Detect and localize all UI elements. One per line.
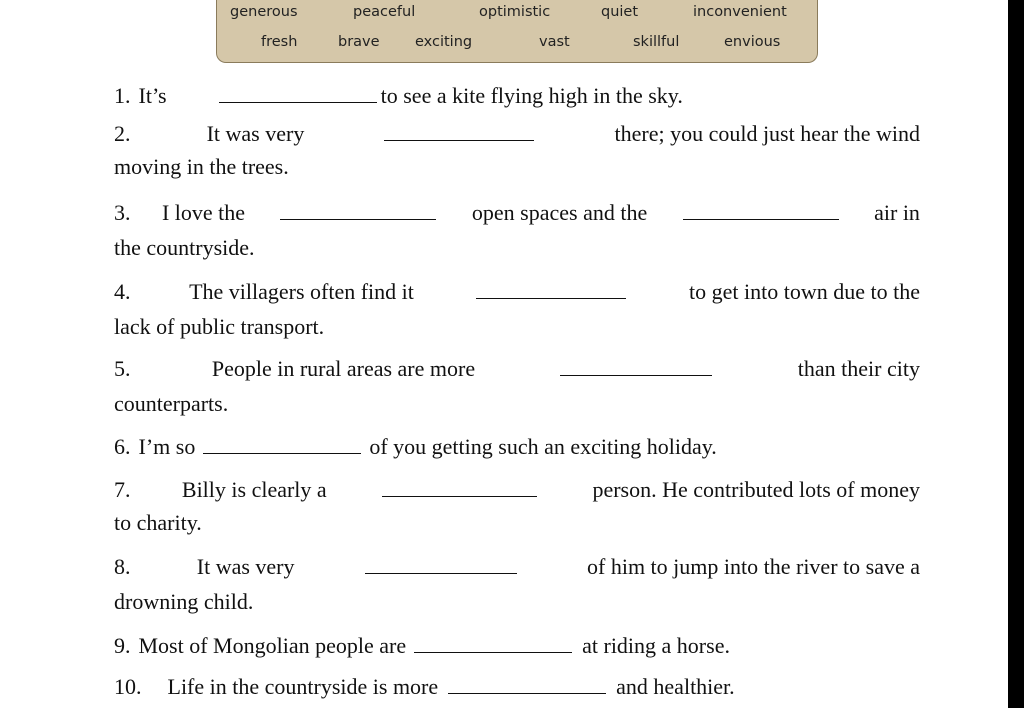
question-text: and healthier. — [616, 674, 735, 699]
question-10 — [114, 669, 920, 704]
word-envious: envious — [724, 34, 781, 50]
answer-blank[interactable] — [365, 555, 517, 574]
word-bank — [216, 0, 818, 63]
answer-blank[interactable] — [476, 280, 626, 299]
question-text: person. He contributed lots of money — [592, 477, 920, 502]
question-4 — [114, 274, 920, 344]
question-text: counterparts. — [114, 391, 229, 416]
question-8 — [114, 549, 920, 619]
answer-blank[interactable] — [414, 634, 572, 653]
question-text: open spaces and the — [471, 200, 648, 225]
question-number: 1. — [114, 83, 131, 108]
question-text: It’s — [138, 83, 167, 108]
question-number: 5. — [114, 356, 131, 381]
word-optimistic: optimistic — [479, 4, 551, 20]
answer-blank[interactable] — [384, 122, 534, 141]
question-text: I’m so — [138, 434, 196, 459]
question-3 — [114, 195, 920, 265]
question-text: I love the — [161, 200, 246, 225]
question-number: 2. — [114, 121, 131, 146]
question-6 — [114, 429, 920, 464]
question-text: It was very — [206, 121, 305, 146]
question-text: air in — [874, 200, 920, 225]
question-number: 7. — [114, 477, 131, 502]
answer-blank[interactable] — [448, 675, 606, 694]
question-number: 6. — [114, 434, 131, 459]
question-text: of him to jump into the river to save a — [587, 554, 920, 579]
question-7 — [114, 472, 920, 540]
question-text: to get into town due to the — [689, 279, 920, 304]
word-quiet: quiet — [601, 4, 639, 20]
question-text: the countryside. — [114, 235, 255, 260]
question-1 — [114, 78, 920, 113]
question-text: The villagers often find it — [189, 279, 414, 304]
question-number: 10. — [114, 674, 142, 699]
question-text: Life in the countryside is more — [167, 674, 439, 699]
question-number: 9. — [114, 633, 131, 658]
question-number: 8. — [114, 554, 131, 579]
question-text: Most of Mongolian people are — [138, 633, 407, 658]
question-text: drowning child. — [114, 589, 254, 614]
word-generous: generous — [230, 4, 298, 20]
question-text: to see a kite flying high in the sky. — [380, 83, 683, 108]
answer-blank[interactable] — [280, 201, 436, 220]
question-text: at riding a horse. — [582, 633, 730, 658]
word-inconvenient: inconvenient — [693, 4, 787, 20]
question-text: Billy is clearly a — [181, 477, 327, 502]
answer-blank[interactable] — [382, 478, 537, 497]
question-5 — [114, 351, 920, 421]
word-exciting: exciting — [415, 34, 473, 50]
question-2 — [114, 116, 920, 184]
word-skillful: skillful — [633, 34, 680, 50]
question-text: than their city — [797, 356, 920, 381]
word-peaceful: peaceful — [353, 4, 416, 20]
question-text: It was very — [196, 554, 295, 579]
answer-blank[interactable] — [203, 435, 361, 454]
word-brave: brave — [338, 34, 380, 50]
word-vast: vast — [539, 34, 570, 50]
answer-blank[interactable] — [683, 201, 839, 220]
question-text: People in rural areas are more — [211, 356, 476, 381]
question-text: of you getting such an exciting holiday. — [369, 434, 717, 459]
question-text: there; you could just hear the wind — [614, 121, 920, 146]
question-text: moving in the trees. — [114, 154, 289, 179]
question-text: to charity. — [114, 510, 202, 535]
question-number: 3. — [114, 200, 131, 225]
answer-blank[interactable] — [560, 357, 712, 376]
word-fresh: fresh — [261, 34, 298, 50]
question-number: 4. — [114, 279, 131, 304]
question-text: lack of public transport. — [114, 314, 325, 339]
question-9 — [114, 628, 920, 663]
answer-blank[interactable] — [219, 84, 377, 103]
